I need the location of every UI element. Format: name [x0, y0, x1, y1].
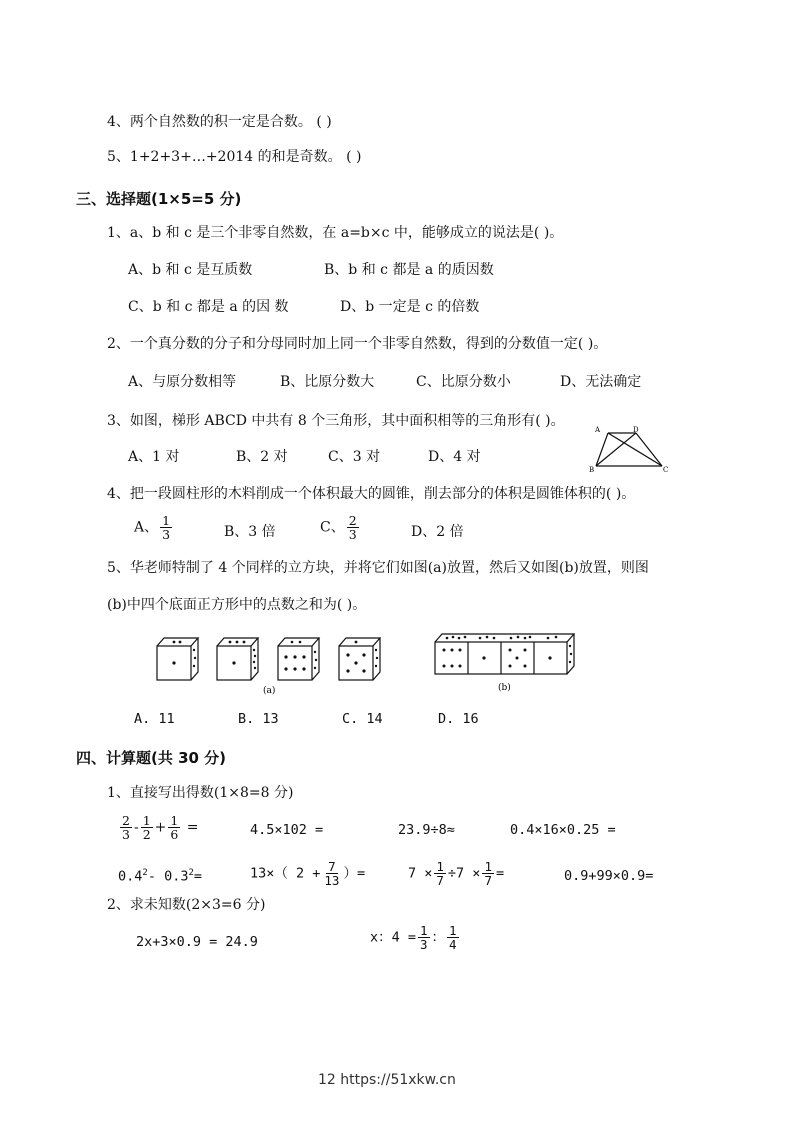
s4-r1-expr1: $\frac{2}{3}$ - $\frac{1}{2}$ + $\frac{1}{6}$ =: [122, 813, 199, 842]
s3-q3-option-c: C、3 对: [328, 449, 381, 465]
s4-r2-expr2: 13×（ 2 + $\frac{7}{13}$ ）=: [250, 859, 366, 888]
s3-q4-stem: 4、把一段圆柱形的木料削成一个体积最大的圆锥，削去部分的体积是圆锥体积的( )。: [107, 486, 636, 502]
judge-q4: 4、两个自然数的积一定是合数。 ( ): [107, 114, 332, 130]
figure-label-b: B: [589, 466, 595, 474]
s3-q4-option-b: B、3 倍: [224, 524, 276, 540]
s3-q4-option-c: C、 $\frac{2}{3}$: [320, 513, 357, 542]
s4-r1-expr2: 4.5×102 =: [250, 822, 324, 838]
s4-equation-a: 2x+3×0.9 = 24.9: [136, 934, 258, 950]
dice-figure: [150, 628, 585, 700]
s4-r2-expr4: 0.9+99×0.9=: [564, 868, 654, 884]
s3-q3-option-d: D、4 对: [428, 449, 481, 465]
s3-q1-option-d: D、b 一定是 c 的倍数: [340, 299, 480, 315]
figure-label-a: A: [595, 426, 601, 434]
s3-q3-option-a: A、1 对: [128, 449, 180, 465]
s3-q2-stem: 2、一个真分数的分子和分母同时加上同一个非零自然数，得到的分数值一定( )。: [107, 336, 608, 352]
s4-r2-expr3: 7 × $\frac{1}{7}$ ÷7 × $\frac{1}{7}$ =: [408, 859, 505, 888]
trapezoid-figure: [586, 423, 672, 475]
s3-q2-option-c: C、比原分数小: [416, 374, 511, 390]
s3-q5-option-b: B. 13: [238, 711, 279, 727]
s4-sub2: 2、求未知数(2×3=6 分): [107, 897, 266, 913]
s3-q5-option-d: D. 16: [438, 711, 479, 727]
s3-q4-option-d: D、2 倍: [411, 524, 464, 540]
s4-sub1: 1、直接写出得数(1×8=8 分): [107, 785, 294, 801]
figure-b-label: (b): [498, 683, 511, 693]
s3-q1-option-b: B、b 和 c 都是 a 的质因数: [324, 262, 494, 278]
page-footer: 12 https://51xkw.cn: [318, 1072, 456, 1088]
s3-q1-option-a: A、b 和 c 是互质数: [128, 262, 253, 278]
figure-label-c: C: [663, 466, 669, 474]
s3-q5-option-c: C. 14: [342, 711, 383, 727]
section4-heading: 四、计算题(共 30 分): [76, 749, 227, 767]
s3-q1-stem: 1、a、b 和 c 是三个非零自然数，在 a=b×c 中，能够成立的说法是( )。: [107, 225, 564, 241]
s3-q4-option-a: A、 $\frac{1}{3}$: [134, 513, 171, 542]
s3-q2-option-d: D、无法确定: [560, 374, 642, 390]
s3-q2-option-a: A、与原分数相等: [128, 374, 237, 390]
figure-a-label: (a): [263, 686, 276, 696]
s3-q3-stem: 3、如图，梯形 ABCD 中共有 8 个三角形，其中面积相等的三角形有( )。: [107, 413, 565, 429]
figure-label-d: D: [633, 426, 639, 434]
s4-r1-expr4: 0.4×16×0.25 =: [510, 822, 616, 838]
s4-r1-expr3: 23.9÷8≈: [398, 822, 455, 838]
s3-q5-stem-line1: 5、华老师特制了 4 个同样的立方块，并将它们如图(a)放置，然后又如图(b)放置，则图: [107, 560, 649, 576]
s3-q5-option-a: A. 11: [134, 711, 175, 727]
s3-q5-stem-line2: (b)中四个底面正方形中的点数之和为( )。: [107, 597, 367, 613]
s4-equation-b: x：4 = $\frac{1}{3}$ ： $\frac{1}{4}$: [370, 923, 457, 952]
s4-r2-expr1: $0.4^2-$ $0.3^2=$: [118, 868, 203, 885]
judge-q5: 5、1+2+3+…+2014 的和是奇数。 ( ): [107, 149, 362, 165]
section3-heading: 三、选择题(1×5=5 分): [76, 190, 242, 208]
s3-q2-option-b: B、比原分数大: [280, 374, 375, 390]
s3-q3-option-b: B、2 对: [236, 449, 288, 465]
s3-q1-option-c: C、b 和 c 都是 a 的因 数: [128, 299, 289, 315]
